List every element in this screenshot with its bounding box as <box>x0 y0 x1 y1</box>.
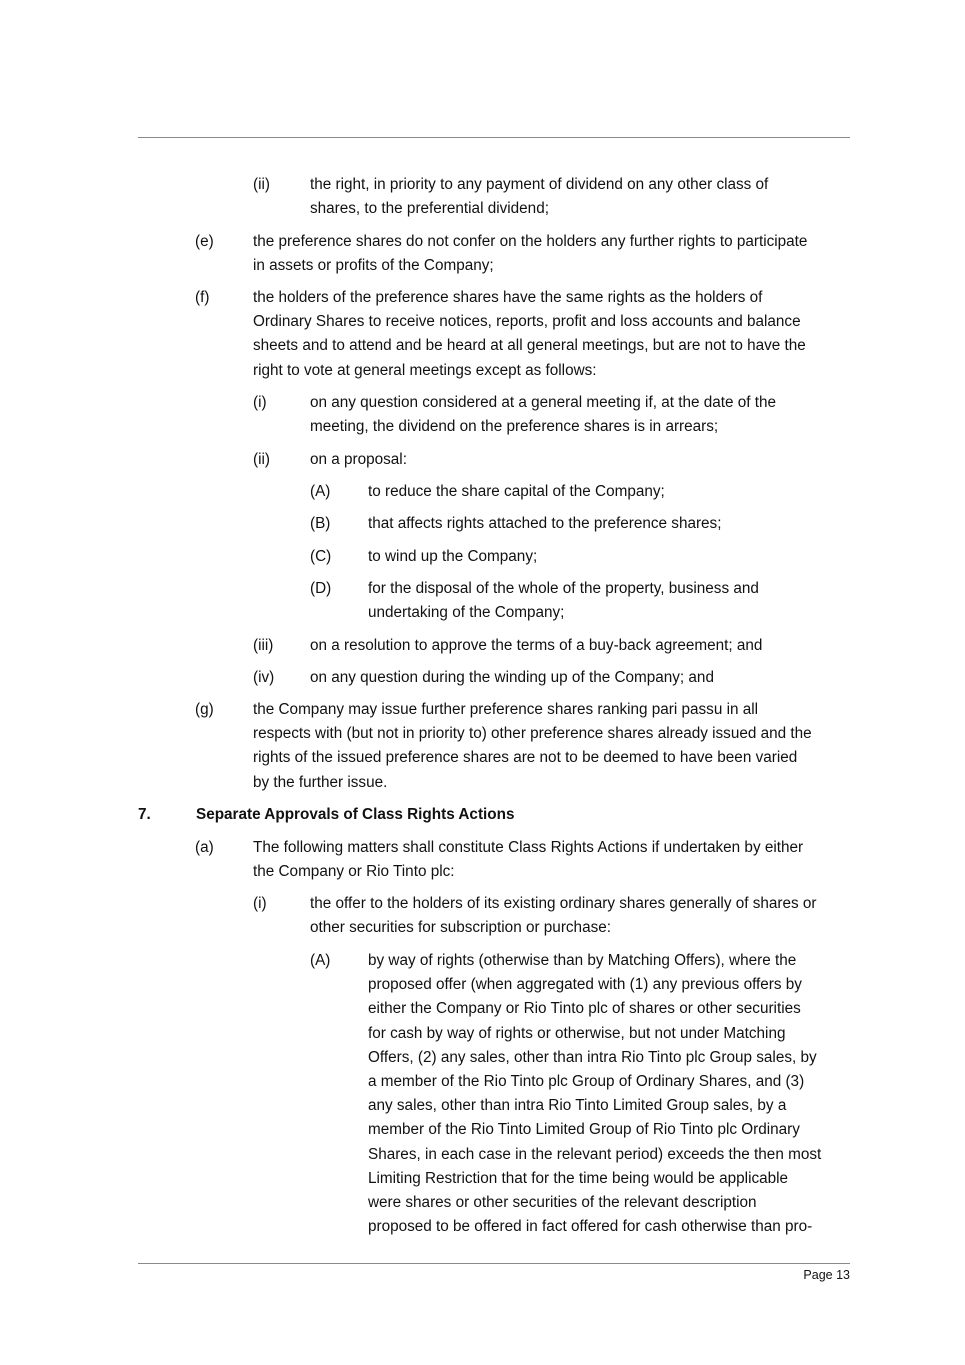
section-number: 7. <box>138 806 151 823</box>
clause-text: for the disposal of the whole of the property, business and undertaking of the Company; <box>368 580 759 622</box>
clause-text: the offer to the holders of its existing ordinary shares generally of shares or other securities for subscription or purchase: <box>310 895 817 937</box>
clause-number: (C) <box>310 548 332 565</box>
clause-number: (iv) <box>253 669 275 686</box>
clause-number: (f) <box>195 289 210 306</box>
clause-number: (A) <box>310 483 331 500</box>
clause-text: by way of rights (otherwise than by Matching Offers), where the proposed offer (when aggregated with (1) any previous offers by either the Company or Rio Tinto plc of shares or other securities for cash by way of rights or otherwise, but not under Matching Offers, (2) any sales, other than intra Rio Tinto plc Group sales, by a member of the Rio Tinto plc Group of Ordinary Shares, and (3) any sales, other than intra Rio Tinto Limited Group sales, by a member of the Rio Tinto Limited Group of Rio Tinto plc Ordinary Shares, in each case in the relevant period) exceeds the then most Limiting Restriction that for the time being would be applicable were shares or other securities of the relevant description proposed to be offered in fact offered for cash otherwise than pro- <box>368 952 822 1236</box>
clause-text: to wind up the Company; <box>368 548 538 565</box>
footer-rule <box>138 1263 850 1264</box>
clause-number: (e) <box>195 233 214 250</box>
clause-number: (B) <box>310 515 331 532</box>
clause-number: (iii) <box>253 637 274 654</box>
clause-number: (A) <box>310 952 331 969</box>
clause-text: on a proposal: <box>310 451 407 468</box>
clause-text: on a resolution to approve the terms of a buy-back agreement; and <box>310 637 763 654</box>
clause-text: the Company may issue further preference shares ranking pari passu in all respects with (but not in priority to) other preference shares already issued and the rights of the issued preference shares are not to be deemed to have been varied by the further issue. <box>253 701 812 791</box>
clause-number: (g) <box>195 701 214 718</box>
clause-text: on any question considered at a general meeting if, at the date of the meeting, the dividend on the preference shares is in arrears; <box>310 394 777 436</box>
clause-text: to reduce the share capital of the Company; <box>368 483 665 500</box>
clause-text: that affects rights attached to the preference shares; <box>368 515 722 532</box>
clause-text: the right, in priority to any payment of dividend on any other class of shares, to the preferential dividend; <box>310 176 769 218</box>
clause-number: (ii) <box>253 176 270 193</box>
clause-text: the holders of the preference shares have the same rights as the holders of Ordinary Shares to receive notices, reports, profit and loss accounts and balance sheets and to attend and be heard at all general meetings, but are not to have the right to vote at general meetings except as follows: <box>253 289 806 379</box>
clause-text: The following matters shall constitute Class Rights Actions if undertaken by either the Company or Rio Tinto plc: <box>253 839 804 881</box>
clause-number: (D) <box>310 580 332 597</box>
clause-number: (a) <box>195 839 214 856</box>
page-number: Page 13 <box>803 1268 850 1282</box>
header-rule <box>138 137 850 138</box>
clause-text: the preference shares do not confer on the holders any further rights to participate in assets or profits of the Company; <box>253 233 808 275</box>
clause-number: (i) <box>253 895 267 912</box>
clause-text: on any question during the winding up of the Company; and <box>310 669 714 686</box>
clause-number: (i) <box>253 394 267 411</box>
clause-number: (ii) <box>253 451 270 468</box>
section-title: Separate Approvals of Class Rights Actions <box>196 806 515 823</box>
